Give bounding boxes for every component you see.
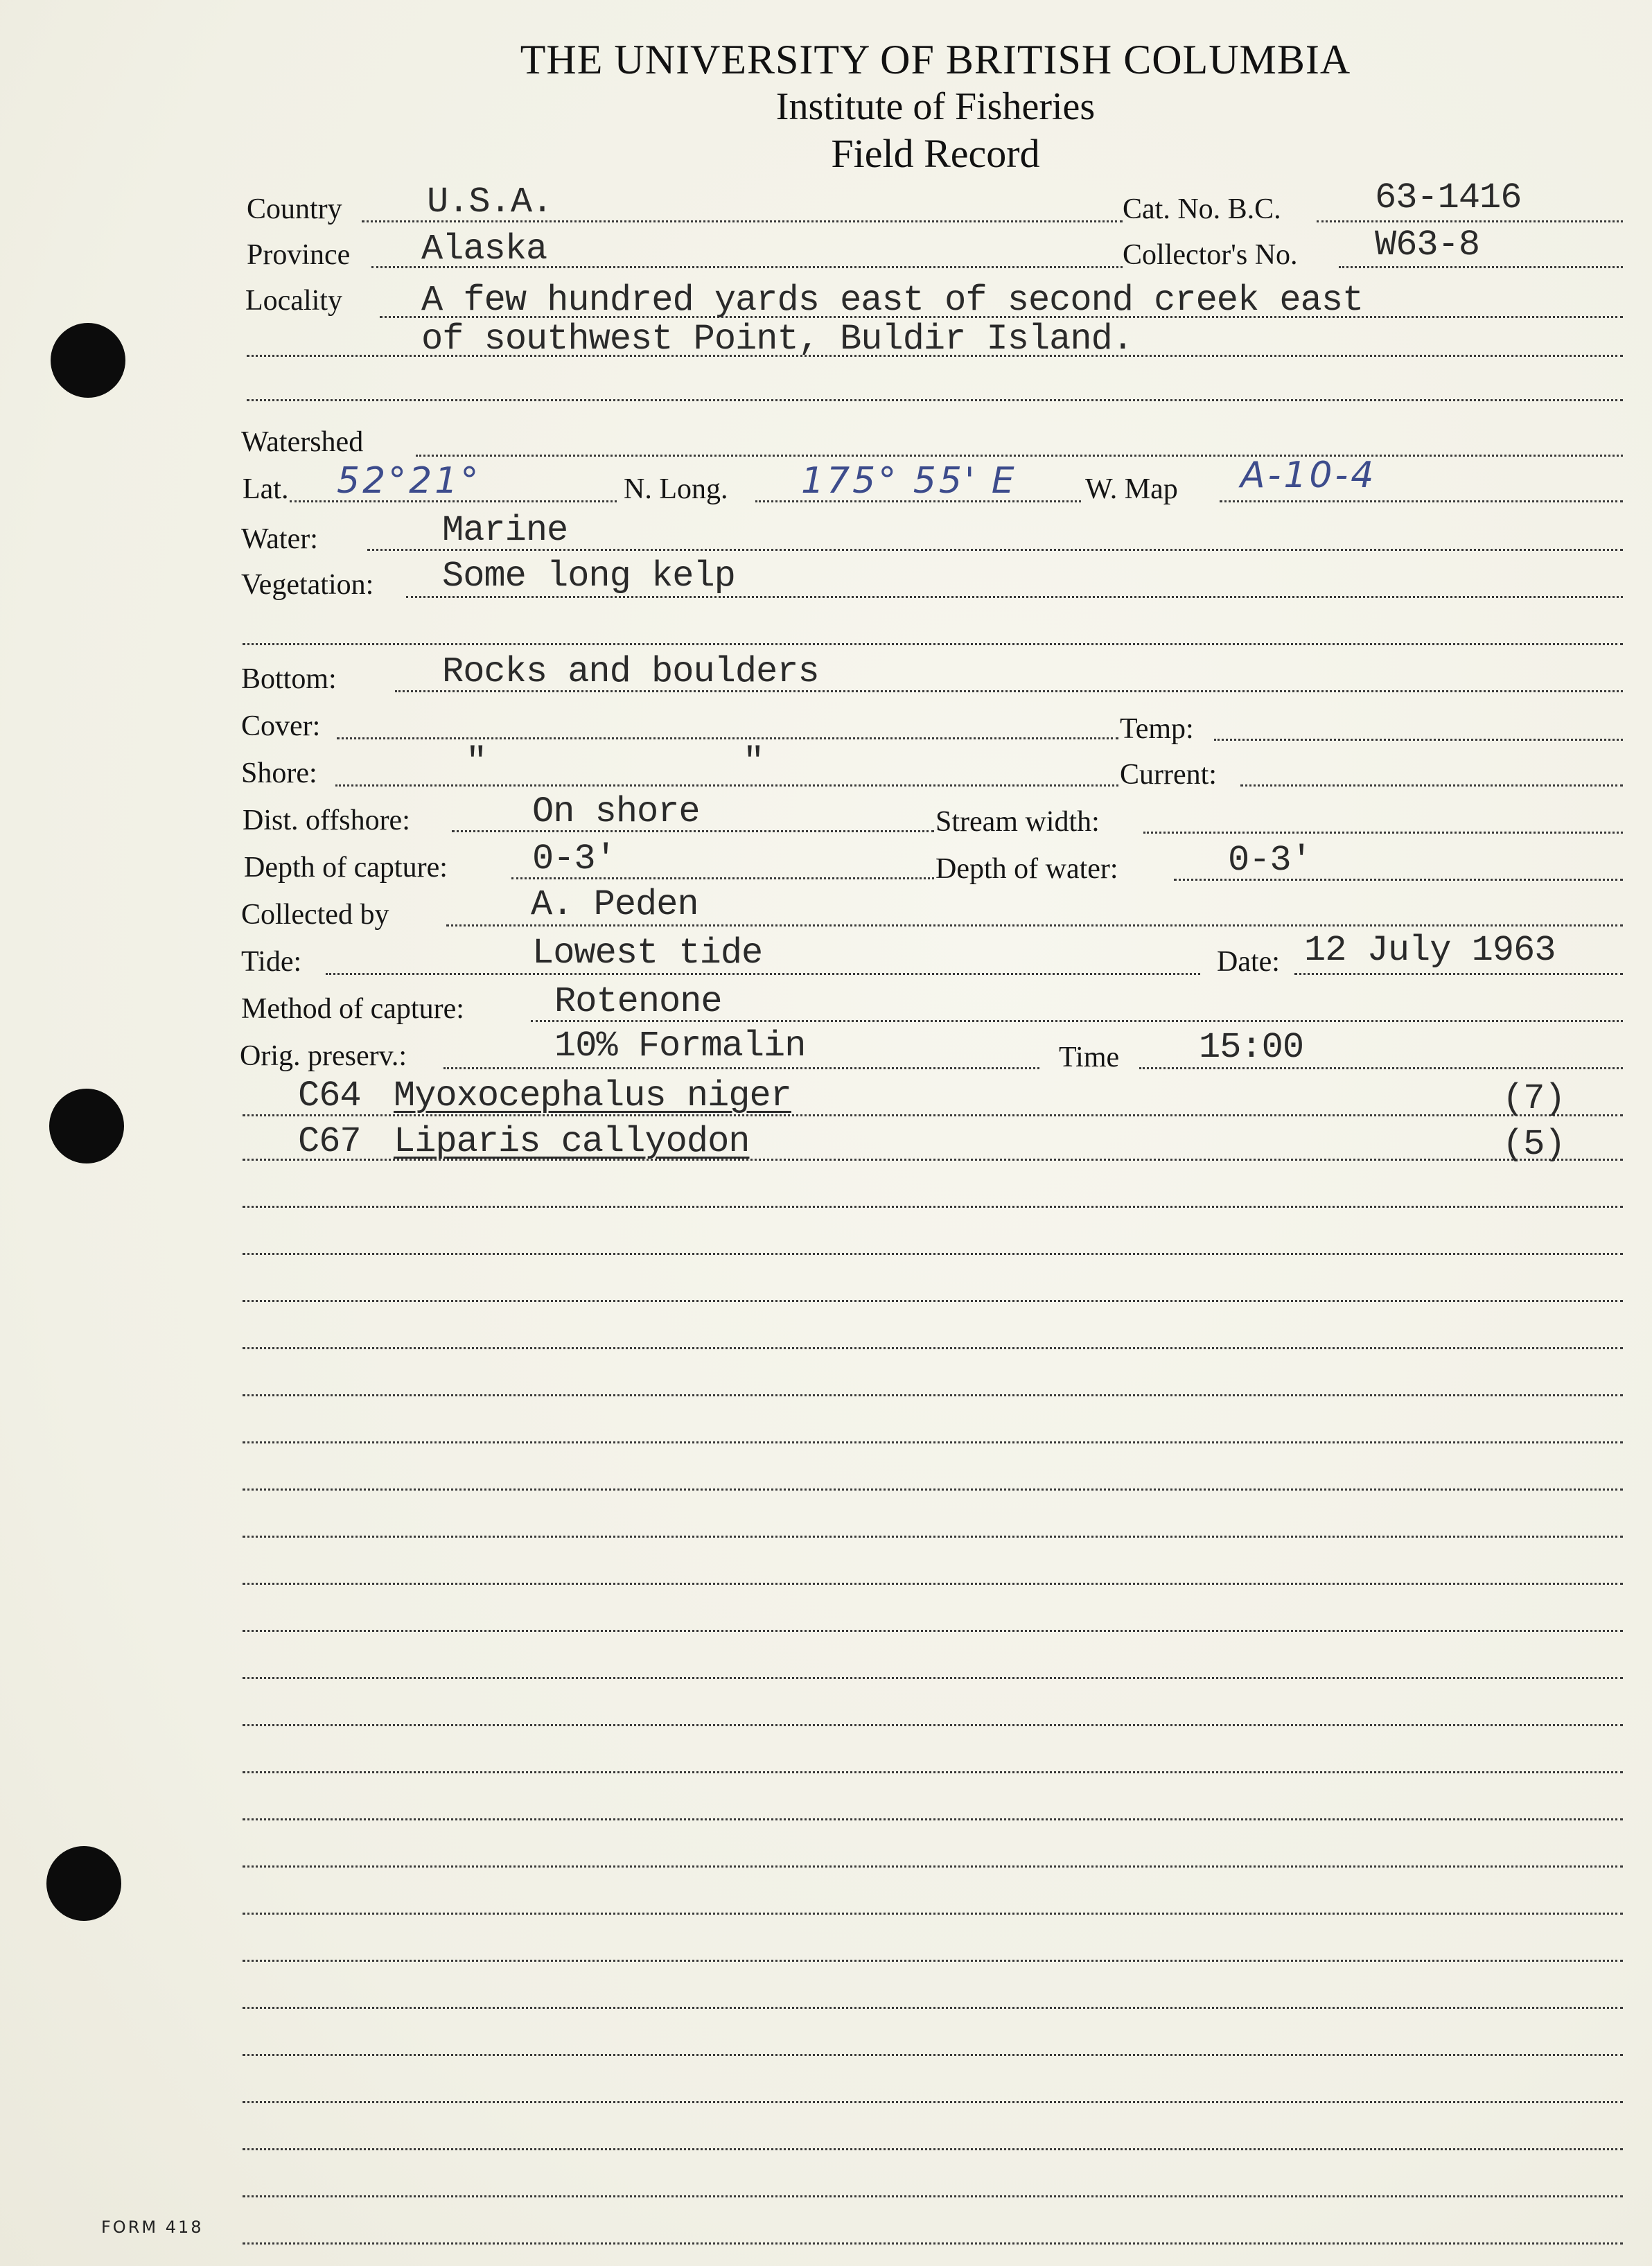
university-title: THE UNIVERSITY OF BRITISH COLUMBIA bbox=[520, 37, 1351, 82]
locality-label: Locality bbox=[245, 285, 342, 317]
lat-label: Lat. bbox=[243, 473, 289, 505]
cat-no-label: Cat. No. B.C. bbox=[1123, 193, 1281, 225]
blank-line bbox=[243, 2242, 1623, 2245]
bottom-label: Bottom: bbox=[241, 663, 337, 695]
map-value: A-10-4 bbox=[1240, 455, 1377, 496]
collector-no-value: W63-8 bbox=[1375, 225, 1480, 265]
long-value: 175° 55' E bbox=[801, 460, 1017, 502]
vegetation-label: Vegetation: bbox=[241, 569, 374, 601]
blank-line bbox=[243, 1300, 1623, 1302]
blank-line bbox=[243, 1583, 1623, 1585]
province-value: Alaska bbox=[421, 229, 547, 270]
specimen-count: (7) bbox=[1502, 1078, 1565, 1119]
blank-line bbox=[243, 1347, 1623, 1349]
stream-width-label: Stream width: bbox=[935, 806, 1100, 838]
locality-value-line-2: of southwest Point, Buldir Island. bbox=[421, 319, 1133, 360]
cat-no-value: 63-1416 bbox=[1375, 177, 1522, 218]
water-label: Water: bbox=[241, 523, 318, 555]
blank-line bbox=[243, 1771, 1623, 1773]
temp-line bbox=[1214, 739, 1623, 741]
blank-line bbox=[243, 1677, 1623, 1679]
date-label: Date: bbox=[1217, 946, 1280, 978]
collector-no-line bbox=[1339, 266, 1623, 268]
map-line bbox=[1220, 500, 1623, 502]
blank-line bbox=[243, 1441, 1623, 1443]
shore-label: Shore: bbox=[241, 757, 317, 789]
specimen-count: (5) bbox=[1502, 1124, 1565, 1165]
specimen-code: C64 bbox=[298, 1075, 361, 1116]
blank-line bbox=[243, 1488, 1623, 1491]
orig-preserv-line bbox=[443, 1067, 1039, 1069]
blank-line bbox=[243, 1536, 1623, 1538]
blank-line bbox=[243, 1206, 1623, 1208]
blank-line bbox=[243, 1818, 1623, 1820]
tide-line bbox=[326, 973, 1200, 975]
n-long-label: N. Long. bbox=[624, 473, 728, 505]
punch-hole-top bbox=[51, 323, 125, 398]
dist-offshore-value: On shore bbox=[532, 791, 700, 832]
tide-label: Tide: bbox=[241, 946, 302, 978]
w-map-label: W. Map bbox=[1085, 473, 1178, 505]
institute-title: Institute of Fisheries bbox=[775, 85, 1096, 128]
cover-line bbox=[337, 737, 1118, 739]
blank-line bbox=[243, 1865, 1623, 1868]
specimen-name: Liparis callyodon bbox=[394, 1121, 750, 1162]
watershed-line bbox=[416, 455, 1623, 457]
bottom-value: Rocks and boulders bbox=[442, 651, 819, 692]
shore-ditto-1: " bbox=[466, 741, 487, 782]
date-line bbox=[1294, 973, 1623, 975]
depth-water-label: Depth of water: bbox=[935, 853, 1118, 885]
date-value: 12 July 1963 bbox=[1304, 930, 1556, 971]
time-label: Time bbox=[1059, 1042, 1120, 1073]
orig-preserv-value: 10% Formalin bbox=[554, 1026, 806, 1066]
depth-capture-value: 0-3' bbox=[532, 838, 616, 879]
temp-label: Temp: bbox=[1120, 713, 1194, 745]
method-label: Method of capture: bbox=[241, 993, 464, 1025]
blank-line bbox=[243, 1394, 1623, 1396]
locality-value-line-1: A few hundred yards east of second creek east bbox=[421, 280, 1364, 321]
dist-offshore-label: Dist. offshore: bbox=[243, 805, 410, 836]
blank-line bbox=[243, 2195, 1623, 2197]
stream-width-line bbox=[1143, 832, 1623, 834]
country-label: Country bbox=[247, 193, 342, 225]
depth-capture-label: Depth of capture: bbox=[244, 852, 448, 884]
shore-ditto-2: " bbox=[743, 741, 764, 782]
locality-line-3 bbox=[247, 399, 1623, 401]
specimen-name: Myoxocephalus niger bbox=[394, 1075, 791, 1116]
cat-no-line bbox=[1317, 220, 1623, 222]
orig-preserv-label: Orig. preserv.: bbox=[240, 1040, 407, 1072]
depth-water-value: 0-3' bbox=[1228, 840, 1312, 881]
collector-no-label: Collector's No. bbox=[1123, 239, 1298, 271]
form-number: FORM 418 bbox=[101, 2217, 204, 2237]
punch-hole-middle bbox=[49, 1089, 124, 1163]
watershed-label: Watershed bbox=[241, 426, 364, 458]
blank-line bbox=[243, 1960, 1623, 1962]
record-title: Field Record bbox=[831, 131, 1040, 176]
punch-hole-bottom bbox=[46, 1846, 121, 1921]
specimen-code: C67 bbox=[298, 1121, 361, 1162]
vegetation-value: Some long kelp bbox=[442, 556, 735, 597]
current-label: Current: bbox=[1120, 759, 1217, 791]
cover-label: Cover: bbox=[241, 710, 321, 742]
blank-line bbox=[243, 1253, 1623, 1255]
collected-by-value: A. Peden bbox=[531, 884, 698, 925]
shore-line bbox=[335, 784, 1118, 787]
blank-line bbox=[243, 2007, 1623, 2009]
tide-value: Lowest tide bbox=[532, 933, 763, 974]
method-value: Rotenone bbox=[554, 981, 722, 1022]
blank-line bbox=[243, 1630, 1623, 1632]
blank-line bbox=[243, 2054, 1623, 2056]
water-value: Marine bbox=[442, 510, 568, 551]
country-value: U.S.A. bbox=[427, 182, 553, 222]
lat-value: 52°21° bbox=[337, 460, 482, 502]
blank-line bbox=[243, 2101, 1623, 2103]
collected-by-label: Collected by bbox=[241, 899, 389, 931]
blank-line bbox=[243, 1913, 1623, 1915]
current-line bbox=[1240, 784, 1623, 787]
province-label: Province bbox=[247, 239, 351, 271]
vegetation-line-2 bbox=[243, 643, 1623, 645]
time-value: 15:00 bbox=[1199, 1027, 1304, 1068]
blank-line bbox=[243, 1724, 1623, 1726]
blank-line bbox=[243, 2148, 1623, 2150]
